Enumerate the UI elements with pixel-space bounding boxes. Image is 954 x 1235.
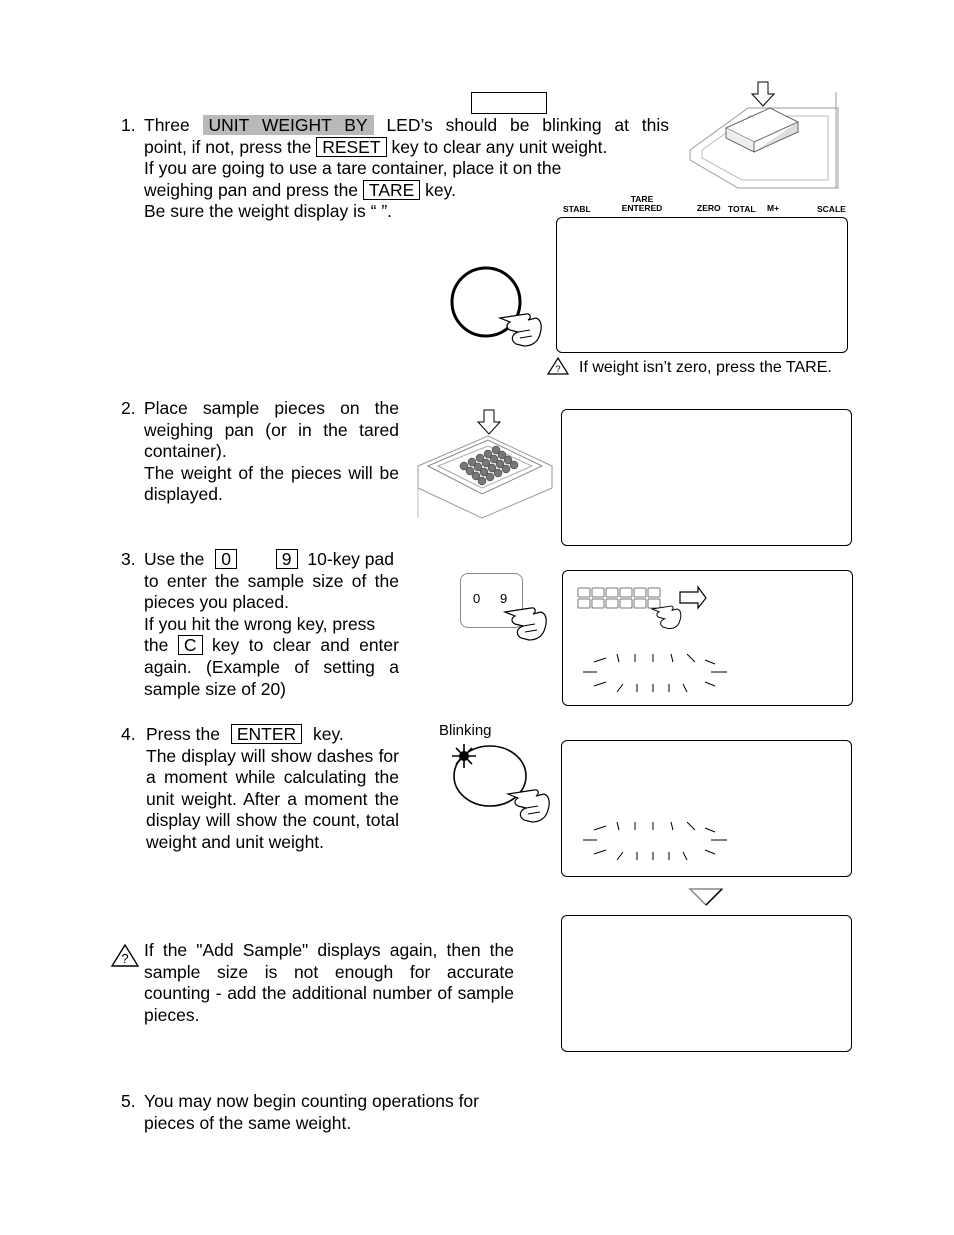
scale-with-pieces-illustration — [416, 408, 556, 520]
display-panel-1 — [556, 217, 848, 353]
mini-keypad-icon — [576, 586, 716, 636]
reset-key[interactable]: RESET — [316, 137, 386, 157]
unit-weight-by-label: UNIT WEIGHT BY — [203, 115, 374, 135]
keypad-digit-9: 9 — [500, 591, 508, 606]
tare-key-press-illustration — [450, 266, 560, 356]
indicator-m-plus: M+ — [767, 203, 780, 213]
enter-key-press-illustration — [448, 744, 568, 830]
tare-key[interactable]: TARE — [363, 180, 420, 200]
down-arrow-icon — [688, 887, 724, 907]
tare-warning-text: If weight isn’t zero, press the TARE. — [579, 359, 832, 376]
scale-with-container-illustration — [688, 80, 838, 190]
digit-0-key[interactable]: 0 — [215, 549, 237, 569]
blank-display-box — [471, 92, 547, 114]
svg-text:?: ? — [121, 951, 129, 966]
blinking-dashes-icon — [583, 818, 733, 864]
svg-text:?: ? — [555, 364, 561, 374]
digit-9-key[interactable]: 9 — [276, 549, 298, 569]
indicator-total: TOTAL — [728, 204, 756, 214]
pointing-hand-icon — [505, 602, 565, 646]
enter-key[interactable]: ENTER — [231, 724, 302, 744]
warning-icon — [110, 943, 140, 969]
keypad-digit-0: 0 — [473, 591, 481, 606]
blinking-label: Blinking — [439, 722, 492, 739]
pointing-hand-icon — [508, 790, 549, 822]
indicator-scale: SCALE — [817, 204, 846, 214]
warning-icon — [547, 357, 569, 375]
indicator-zero: ZERO — [697, 203, 721, 213]
indicator-stabl: STABL — [563, 204, 591, 214]
step-number: 1. — [121, 115, 136, 135]
indicator-tare-entered: TARE ENTERED — [621, 194, 663, 213]
display-panel-5 — [561, 915, 852, 1052]
display-panel-2 — [561, 409, 852, 546]
clear-key[interactable]: C — [178, 635, 203, 655]
blinking-dashes-icon — [583, 650, 733, 696]
